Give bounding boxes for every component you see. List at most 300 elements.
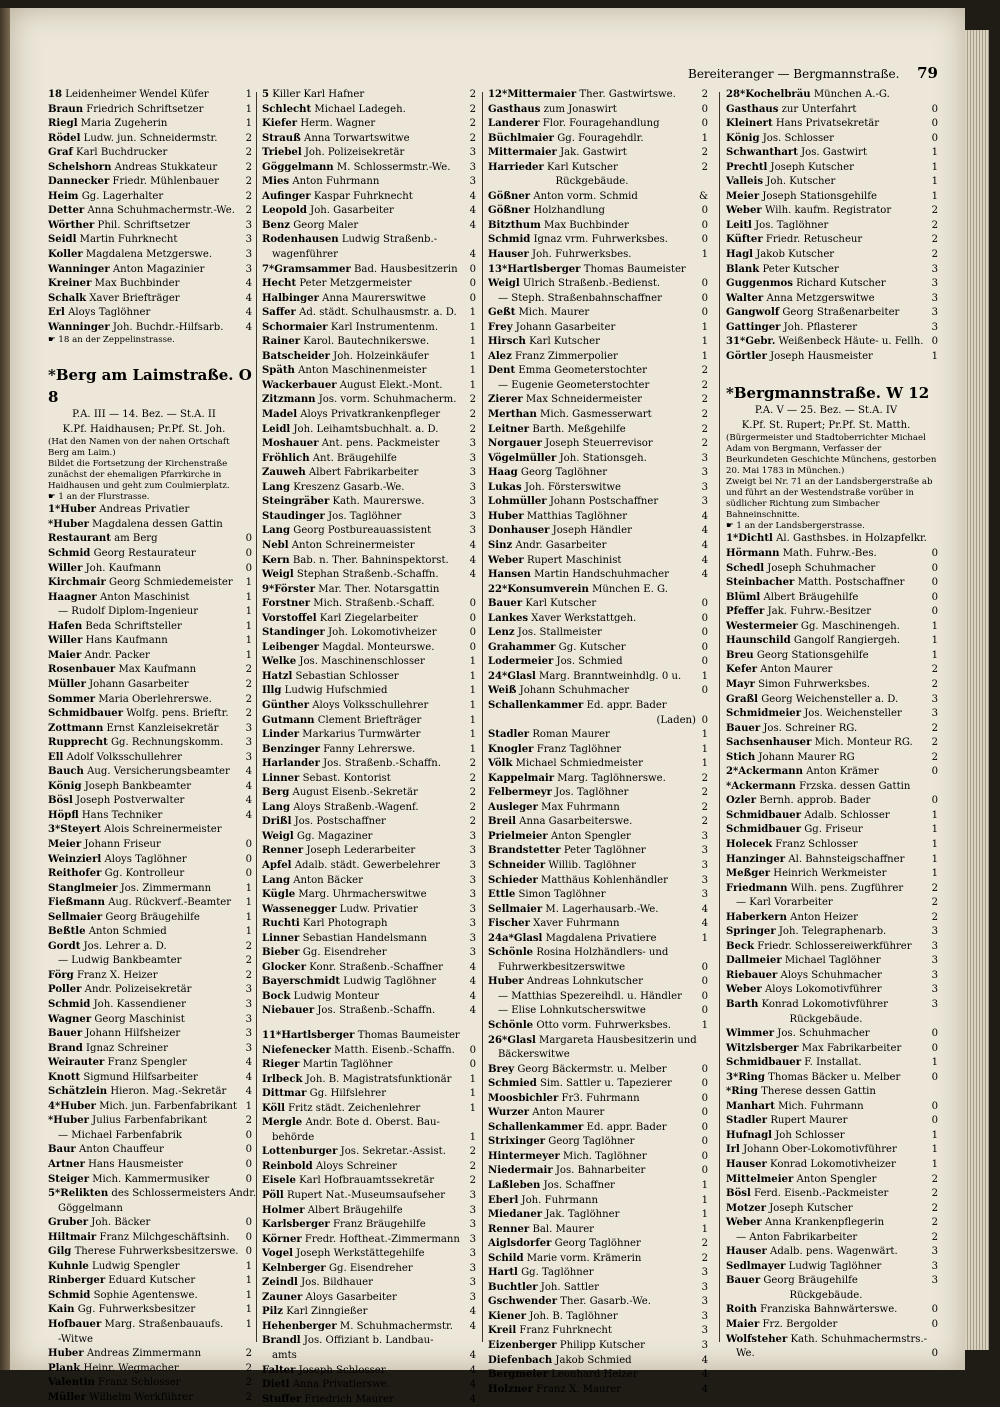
- floor-number: 1: [245, 89, 252, 100]
- resident-text: (Laden): [656, 714, 696, 726]
- resident-entry: [262, 801, 476, 816]
- resident-text: Berg August Eisenb.-Sekretär: [262, 787, 418, 799]
- floor-number: 3: [469, 918, 476, 930]
- floor-number: 1: [701, 249, 708, 261]
- resident-text: Wimmer Jos. Schuhmacher: [726, 1028, 870, 1040]
- floor-number: 0: [701, 1078, 708, 1090]
- resident-text: Holmer Albert Bräugehilfe: [262, 1204, 403, 1216]
- floor-number: 1: [469, 379, 476, 391]
- resident-text: Lottenburger Jos. Sekretar.-Assist.: [262, 1146, 446, 1158]
- resident-entry: [48, 1391, 252, 1406]
- resident-text: Stanglmeier Jos. Zimmermann: [48, 882, 212, 894]
- resident-text: Kreiner Max Buchbinder: [48, 278, 180, 290]
- resident-entry: [488, 655, 708, 670]
- floor-number: 1: [245, 926, 252, 938]
- resident-entry: [48, 954, 252, 969]
- resident-entry: [48, 132, 252, 147]
- resident-entry: [726, 722, 938, 737]
- resident-entry: [262, 772, 476, 787]
- floor-number: 1: [931, 190, 938, 202]
- resident-text: Grahammer Gg. Kutscher: [488, 641, 626, 653]
- resident-entry: [48, 1289, 252, 1304]
- resident-text: Huber Matthias Taglöhner: [488, 510, 628, 522]
- resident-text: — Eugenie Geometerstochter: [498, 379, 650, 391]
- resident-text: Brey Georg Bäckermstr. u. Melber: [488, 1063, 667, 1075]
- resident-entry: [48, 1260, 252, 1275]
- floor-number: 4: [245, 809, 252, 821]
- floor-number: 3: [245, 219, 252, 231]
- resident-entry: [48, 204, 252, 219]
- resident-text: Linner Sebastian Handelsmann: [262, 932, 427, 944]
- floor-number: 1: [469, 685, 476, 697]
- resident-text: Wanninger Anton Magazinier: [48, 263, 205, 275]
- resident-entry: [262, 437, 476, 452]
- resident-text: Kuhnle Ludwig Spengler: [48, 1260, 180, 1272]
- floor-number: 2: [245, 940, 252, 952]
- resident-text: Donhauser Joseph Händler: [488, 525, 632, 537]
- floor-number: 0: [701, 976, 708, 988]
- resident-text: Saffer Ad. städt. Schulhausmstr. a. D.: [262, 307, 457, 319]
- resident-entry: [726, 954, 938, 969]
- floor-number: 2: [245, 1377, 252, 1389]
- floor-number: [926, 88, 938, 103]
- resident-text: Prechtl Joseph Kutscher: [726, 161, 854, 173]
- floor-number: 3: [469, 1204, 476, 1216]
- resident-text: Hartl Gg. Taglöhner: [488, 1267, 594, 1279]
- resident-entry: [262, 248, 476, 263]
- resident-text: Stich Johann Maurer RG: [726, 751, 855, 763]
- resident-entry: [488, 466, 708, 481]
- floor-number: 3: [931, 998, 938, 1010]
- floor-number: 2: [245, 693, 252, 705]
- resident-text: Lang Kreszenz Gasarb.-We.: [262, 481, 405, 493]
- resident-text: Schmidbauer Gg. Friseur: [726, 824, 863, 836]
- resident-text: *Ackermann Frzska. dessen Gattin: [726, 780, 911, 792]
- resident-text: Weber Wilh. kaufm. Registrator: [726, 205, 892, 217]
- floor-number: 2: [245, 955, 252, 967]
- resident-text: Göggelmann: [58, 1202, 123, 1214]
- resident-text: Bauer Karl Kutscher: [488, 598, 597, 610]
- resident-text: Schalk Xaver Briefträger: [48, 292, 180, 304]
- resident-entry: [48, 867, 252, 882]
- floor-number: 3: [931, 955, 938, 967]
- resident-text: Ell Adolf Volksschullehrer: [48, 751, 182, 763]
- floor-number: 2: [931, 911, 938, 923]
- resident-entry: [726, 780, 938, 795]
- resident-text: Riebauer Aloys Schuhmacher: [726, 969, 882, 981]
- resident-text: Kain Gg. Fuhrwerksbesitzer: [48, 1304, 196, 1316]
- resident-text: Zierer Max Schneidermeister: [488, 394, 642, 406]
- street-note: ☛ 1 an der Flurstrasse.: [48, 492, 150, 503]
- floor-number: 4: [701, 539, 708, 551]
- floor-number: 0: [469, 627, 476, 639]
- floor-number: 1: [469, 1073, 476, 1085]
- resident-text: 1*Dichtl Al. Gasthsbes. in Holzapfelkr.: [726, 533, 927, 545]
- floor-number: 3: [931, 307, 938, 319]
- resident-entry: [488, 306, 708, 321]
- floor-number: 3: [931, 278, 938, 290]
- floor-number: 2: [469, 1175, 476, 1187]
- floor-number: 2: [701, 772, 708, 784]
- resident-text: Lang Anton Bäcker: [262, 874, 363, 886]
- floor-number: 2: [931, 751, 938, 763]
- resident-entry: [488, 554, 708, 569]
- resident-entry: [48, 219, 252, 234]
- floor-number: [240, 823, 252, 838]
- resident-text: — Michael Farbenfabrik: [58, 1129, 182, 1141]
- resident-entry: [48, 161, 252, 176]
- resident-text: Gößner Anton vorm. Schmid: [488, 190, 638, 202]
- resident-text: Förg Franz X. Heizer: [48, 969, 158, 981]
- resident-entry: [488, 859, 708, 874]
- resident-text: Halbinger Anna Maurerswitwe: [262, 292, 426, 304]
- resident-entry: [726, 263, 938, 278]
- resident-text: Aufinger Kaspar Fuhrknecht: [262, 190, 413, 202]
- resident-text: Knogler Franz Taglöhner: [488, 743, 622, 755]
- section-subheading: [726, 1289, 938, 1304]
- floor-number: 0: [245, 1129, 252, 1141]
- resident-text: — Rudolf Diplom-Ingenieur: [58, 606, 199, 618]
- floor-number: 1: [469, 729, 476, 741]
- floor-number: 3: [469, 525, 476, 537]
- floor-number: [926, 404, 938, 419]
- resident-text: Bergmeier Leonhard Heizer: [488, 1369, 638, 1381]
- resident-text: We.: [736, 1348, 755, 1360]
- resident-entry: [488, 263, 708, 278]
- resident-text: Schmidbauer Wolfg. pens. Brieftr.: [48, 708, 229, 720]
- resident-entry: [726, 248, 938, 263]
- floor-number: 0: [931, 766, 938, 778]
- resident-entry: [262, 364, 476, 379]
- resident-entry: [262, 554, 476, 569]
- resident-text: Hanzinger Al. Bahnsteigschaffner: [726, 853, 905, 865]
- resident-text: — Steph. Straßenbahnschaffner: [498, 292, 662, 304]
- resident-text: 5*Relikten des Schlossermeisters Andr.: [48, 1188, 257, 1200]
- floor-number: 2: [469, 394, 476, 406]
- floor-number: 2: [469, 758, 476, 770]
- resident-text: Bayerschmidt Ludwig Taglöhner: [262, 976, 437, 988]
- floor-number: 3: [931, 1246, 938, 1258]
- resident-entry: [262, 1320, 476, 1335]
- floor-number: 2: [469, 132, 476, 144]
- resident-text: Batscheider Joh. Holzeinkäufer: [262, 350, 429, 362]
- resident-entry: [488, 103, 708, 118]
- resident-text: — Karl Vorarbeiter: [736, 897, 833, 909]
- resident-entry: [262, 990, 476, 1005]
- resident-text: Leidl Joh. Leihamtsbuchhalt. a. D.: [262, 423, 439, 435]
- resident-entry: [726, 88, 938, 103]
- resident-entry: [488, 583, 708, 598]
- resident-entry: [488, 1004, 708, 1019]
- resident-entry: [488, 786, 708, 801]
- resident-entry: [48, 117, 252, 132]
- resident-entry: [262, 1044, 476, 1059]
- resident-text: Schlecht Michael Ladegeh.: [262, 103, 406, 115]
- resident-text: Maier Frz. Bergolder: [726, 1319, 838, 1331]
- floor-number: 0: [931, 336, 938, 348]
- resident-text: Schormaier Karl Instrumentenm.: [262, 321, 439, 333]
- resident-text: *Huber Julius Farbenfabrikant: [48, 1115, 208, 1127]
- floor-number: 4: [245, 766, 252, 778]
- floor-number: 0: [701, 714, 708, 726]
- resident-entry: [488, 1077, 708, 1092]
- resident-entry: [726, 161, 938, 176]
- resident-entry: [48, 103, 252, 118]
- floor-number: 4: [245, 795, 252, 807]
- resident-text: Detter Anna Schuhmachermstr.-We.: [48, 205, 235, 217]
- floor-number: 3: [931, 984, 938, 996]
- resident-text: Sedlmayer Ludwig Taglöhner: [726, 1260, 882, 1272]
- resident-entry: [262, 408, 476, 423]
- floor-number: 1: [931, 620, 938, 632]
- floor-number: 4: [469, 539, 476, 551]
- resident-text: Pöll Rupert Nat.-Museumsaufseher: [262, 1190, 446, 1202]
- resident-entry: [48, 853, 252, 868]
- resident-text: Lenz Jos. Stallmeister: [488, 627, 602, 639]
- resident-text: 4*Huber Mich. jun. Farbenfabrikant: [48, 1100, 237, 1112]
- resident-text: Welke Jos. Maschinenschlosser: [262, 656, 425, 668]
- resident-text: 1*Huber Andreas Privatier: [48, 504, 190, 516]
- resident-text: Leitner Barth. Meßgehilfe: [488, 423, 626, 435]
- floor-number: 1: [469, 307, 476, 319]
- resident-entry: [488, 612, 708, 627]
- resident-entry: [726, 736, 938, 751]
- resident-text: 9*Förster Mar. Ther. Notarsgattin: [262, 583, 440, 595]
- floor-number: 1: [701, 132, 708, 144]
- resident-entry: [48, 620, 252, 635]
- floor-number: 1: [245, 1319, 252, 1331]
- resident-entry: [488, 277, 708, 292]
- resident-entry: [726, 1085, 938, 1100]
- resident-text: Gasthaus zum Jonaswirt: [488, 103, 617, 115]
- floor-number: 3: [245, 1042, 252, 1054]
- resident-text: Schmid Sophie Agentenswe.: [48, 1289, 198, 1301]
- floor-number: 0: [469, 598, 476, 610]
- resident-text: Schmidmeier Jos. Weichensteller: [726, 708, 902, 720]
- resident-entry: [48, 1333, 252, 1348]
- floor-number: 1: [469, 743, 476, 755]
- floor-number: 1: [245, 1275, 252, 1287]
- floor-number: [240, 1333, 252, 1348]
- floor-number: 2: [701, 89, 708, 100]
- floor-number: 2: [931, 205, 938, 217]
- resident-text: Gilg Therese Fuhrwerksbesitzerswe.: [48, 1246, 239, 1258]
- column-3: [488, 88, 708, 1397]
- resident-text: Weirauter Franz Spengler: [48, 1057, 187, 1069]
- resident-entry: [262, 932, 476, 947]
- resident-entry: [262, 1349, 476, 1364]
- resident-text: Gangwolf Georg Straßenarbeiter: [726, 307, 900, 319]
- floor-number: 2: [245, 1391, 252, 1403]
- floor-number: 3: [701, 1310, 708, 1322]
- resident-entry: [262, 1364, 476, 1379]
- floor-number: 3: [701, 859, 708, 871]
- resident-entry: [488, 684, 708, 699]
- resident-text: Hofbauer Marg. Straßenbauaufs.: [48, 1319, 224, 1331]
- resident-text: Bäckerswitwe: [498, 1049, 570, 1061]
- floor-number: 3: [469, 438, 476, 450]
- floor-number: 2: [701, 1252, 708, 1264]
- resident-entry: [726, 591, 938, 606]
- floor-number: 2: [469, 103, 476, 115]
- floor-number: 1: [469, 336, 476, 348]
- resident-text: Schmid Georg Restaurateur: [48, 548, 196, 560]
- floor-number: 3: [469, 903, 476, 915]
- resident-text: Dent Emma Geometerstochter: [488, 365, 647, 377]
- resident-text: Erl Aloys Taglöhner: [48, 307, 151, 319]
- resident-entry: [488, 88, 708, 103]
- resident-text: Irlbeck Joh. B. Magistratsfunktionär: [262, 1073, 452, 1085]
- resident-entry: [48, 911, 252, 926]
- resident-text: Bock Ludwig Monteur: [262, 990, 380, 1002]
- resident-text: Rupprecht Gg. Rechnungskomm.: [48, 737, 224, 749]
- resident-text: Hauser Adalb. pens. Wagenwärt.: [726, 1246, 898, 1258]
- resident-entry: [488, 204, 708, 219]
- floor-number: 1: [931, 161, 938, 173]
- floor-number: 2: [931, 1231, 938, 1243]
- resident-text: 22*Konsumverein München E. G.: [488, 583, 668, 595]
- floor-number: 3: [245, 722, 252, 734]
- resident-text: Schallenkammer Ed. appr. Bader: [488, 699, 667, 711]
- resident-text: Dittmar Gg. Hilfslehrer: [262, 1088, 387, 1100]
- resident-entry: [488, 1266, 708, 1281]
- floor-number: 1: [931, 824, 938, 836]
- resident-text: Diefenbach Jakob Schmied: [488, 1354, 632, 1366]
- resident-entry: [48, 1158, 252, 1173]
- floor-number: 4: [469, 961, 476, 973]
- resident-entry: [48, 503, 252, 518]
- resident-text: 7*Gramsammer Bad. Hausbesitzerin: [262, 263, 458, 275]
- resident-entry: [488, 830, 708, 845]
- resident-entry: [488, 495, 708, 510]
- floor-number: [926, 419, 938, 434]
- resident-entry: [48, 532, 252, 547]
- resident-text: Görtler Joseph Hausmeister: [726, 350, 873, 362]
- resident-entry: [726, 1202, 938, 1217]
- resident-entry: [726, 321, 938, 336]
- resident-text: Büchlmaier Gg. Fouragehdlr.: [488, 132, 644, 144]
- floor-number: [696, 175, 708, 190]
- floor-number: 3: [469, 176, 476, 188]
- resident-text: Fießmann Aug. Rückverf.-Beamter: [48, 897, 232, 909]
- resident-entry: [726, 911, 938, 926]
- resident-text: Pfeffer Jak. Fuhrw.-Besitzer: [726, 606, 872, 618]
- resident-entry: [262, 1233, 476, 1248]
- floor-number: 4: [469, 1379, 476, 1391]
- floor-number: [464, 583, 476, 598]
- resident-entry: [48, 969, 252, 984]
- resident-text: Schelshorn Andreas Stukkateur: [48, 161, 218, 173]
- resident-entry: [262, 204, 476, 219]
- resident-text: 2*Ackermann Anton Krämer: [726, 766, 879, 778]
- resident-text: Weigl Stephan Straßenb.-Schaffn.: [262, 569, 439, 581]
- resident-text: *Huber Magdalena dessen Gattin: [48, 518, 223, 530]
- resident-text: Küfter Friedr. Retuscheur: [726, 234, 863, 246]
- resident-entry: [488, 903, 708, 918]
- floor-number: 1: [931, 635, 938, 647]
- resident-text: Hirsch Karl Kutscher: [488, 336, 600, 348]
- resident-entry: [48, 663, 252, 678]
- floor-number: 1: [931, 838, 938, 850]
- resident-entry: [48, 896, 252, 911]
- resident-text: 31*Gebr. Weißenbeck Häute- u. Fellh.: [726, 336, 924, 348]
- resident-text: Niebauer Jos. Straßenb.-Schaffn.: [262, 1005, 436, 1017]
- resident-entry: [262, 103, 476, 118]
- page-number: 79: [917, 64, 938, 82]
- resident-entry: [488, 568, 708, 583]
- resident-text: Zauweh Albert Fabrikarbeiter: [262, 467, 419, 479]
- resident-entry: [48, 998, 252, 1013]
- floor-number: 0: [931, 1304, 938, 1316]
- resident-entry: [262, 844, 476, 859]
- resident-text: Holecek Franz Schlosser: [726, 838, 858, 850]
- resident-text: Springer Joh. Telegraphenarb.: [726, 926, 887, 938]
- resident-text: Zeindl Jos. Bildhauer: [262, 1277, 373, 1289]
- resident-text: Göggelmann M. Schlossermstr.-We.: [262, 161, 451, 173]
- floor-number: 2: [701, 147, 708, 159]
- floor-number: 3: [931, 263, 938, 275]
- floor-number: 1: [245, 606, 252, 618]
- floor-number: 1: [245, 620, 252, 632]
- resident-entry: [262, 306, 476, 321]
- resident-entry: [488, 1237, 708, 1252]
- resident-entry: [48, 1187, 257, 1202]
- resident-text: Gutmann Clement Briefträger: [262, 714, 422, 726]
- floor-number: [927, 1333, 939, 1348]
- resident-entry: [48, 678, 252, 693]
- resident-entry: [262, 1218, 476, 1233]
- floor-number: 1: [469, 1088, 476, 1100]
- resident-entry: [48, 605, 252, 620]
- floor-number: 2: [931, 1217, 938, 1229]
- floor-number: 1: [931, 1144, 938, 1156]
- floor-number: 4: [245, 1086, 252, 1098]
- resident-text: Moshauer Ant. pens. Packmeister: [262, 438, 440, 450]
- floor-number: 1: [245, 649, 252, 661]
- street-note: ☛ 1 an der Landsbergerstrasse.: [726, 521, 865, 532]
- floor-number: 4: [469, 219, 476, 231]
- floor-number: 0: [931, 1100, 938, 1112]
- resident-text: Hiltmair Franz Milchgeschäftsinh.: [48, 1231, 230, 1243]
- resident-text: Valentin Franz Schlosser: [48, 1377, 181, 1389]
- floor-number: 3: [469, 932, 476, 944]
- resident-text: Schallenkammer Ed. appr. Bader: [488, 1121, 667, 1133]
- floor-number: 3: [469, 510, 476, 522]
- column-4: [726, 88, 938, 1362]
- resident-text: 5 Killer Karl Hafner: [262, 89, 365, 100]
- resident-entry: [48, 277, 252, 292]
- resident-text: Haag Georg Taglöhner: [488, 467, 608, 479]
- resident-entry: [726, 1158, 938, 1173]
- resident-text: Reithofer Gg. Kontrolleur: [48, 868, 185, 880]
- section-subheading: [726, 404, 938, 419]
- resident-text: Moosbichler Fr3. Fuhrmann: [488, 1092, 640, 1104]
- resident-text: Völk Michael Schmiedmeister: [488, 758, 643, 770]
- column-rule: [719, 92, 720, 1342]
- floor-number: 4: [469, 249, 476, 261]
- column-1: [48, 88, 257, 1405]
- resident-text: Lukas Joh. Försterswitwe: [488, 481, 622, 493]
- resident-entry: [48, 649, 252, 664]
- resident-entry: [48, 1245, 252, 1260]
- resident-entry: [726, 1129, 938, 1144]
- resident-text: Schönle Otto vorm. Fuhrwerksbes.: [488, 1020, 671, 1031]
- floor-number: 3: [701, 452, 708, 464]
- floor-number: 0: [701, 612, 708, 624]
- resident-entry: [488, 1048, 708, 1063]
- resident-entry: [262, 626, 476, 641]
- resident-entry: [48, 1347, 252, 1362]
